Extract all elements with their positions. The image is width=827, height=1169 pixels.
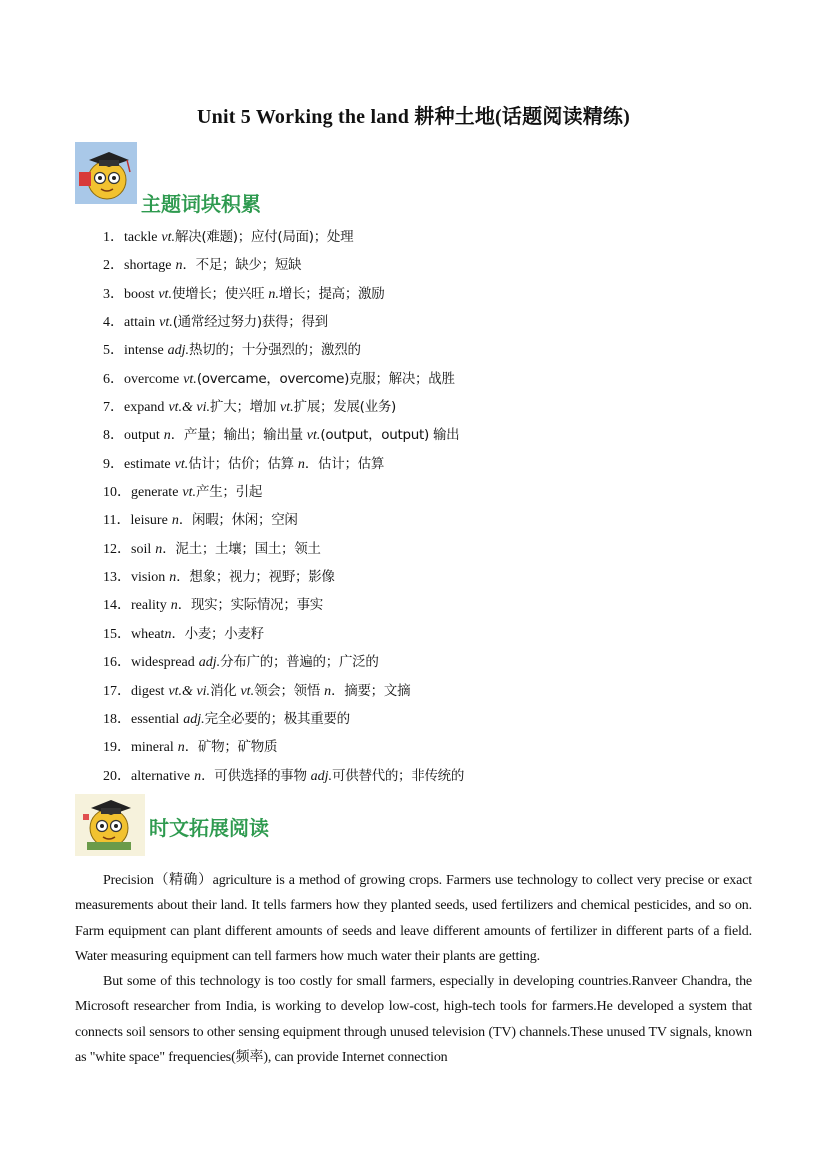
vocab-item: 16．widespread adj.分布广的；普遍的；广泛的: [103, 654, 379, 671]
vocab-item: 11．leisure n．闲暇；休闲；空闲: [103, 512, 298, 529]
vocab-item: 4．attain vt.(通常经过努力)获得；得到: [103, 314, 328, 331]
vocab-item: 18．essential adj.完全必要的；极其重要的: [103, 710, 350, 727]
reading-paragraph: But some of this technology is too costly for small farmers, especially in developing countries.Ranveer Chandra, the Microsoft researcher from India, is working to develop low-cost, high-tech tools for farmers.He developed a system that connects soil sensors to other sensing equipment through unused television (TV) channels.These unused TV signals, known as "white space" frequencies(频率), can provide Internet connection: [75, 974, 752, 1066]
vocab-item: 17．digest vt.& vi.消化 vt.领会；领悟 n．摘要；文摘: [103, 682, 411, 699]
vocab-item: 20．alternative n．可供选择的事物 adj.可供替代的；非传统的: [103, 767, 465, 784]
page-title: Unit 5 Working the land 耕种土地(话题阅读精练): [197, 106, 630, 128]
vocab-item: 10．generate vt.产生；引起: [103, 484, 263, 501]
reading-passage: [75, 868, 752, 1070]
reading-paragraph: Precision（精确）agriculture is a method of growing crops. Farmers use technology to collect very precise or exact measurements about their land. It tells farmers how they planted seeds, used fertilizers and chemical pesticides, and so on. Farm equipment can plant different amounts of seeds and leave different amounts of fertilizer in different parts of a field. Water measuring equipment can tell farmers how much water their plants are getting.: [75, 873, 752, 964]
vocab-item: 3．boost vt.使增长；使兴旺 n.增长；提高；激励: [103, 285, 385, 302]
vocab-item: 9．estimate vt.估计；估价；估算 n．估计；估算: [103, 455, 385, 472]
vocab-list: [103, 227, 783, 794]
vocab-item: 5．intense adj.热切的；十分强烈的；激烈的: [103, 342, 361, 359]
vocab-item: 8．output n．产量；输出；输出量 vt.(output，output) 输出: [103, 427, 460, 444]
vocab-item: 12．soil n．泥土；土壤；国土；领土: [103, 540, 321, 557]
vocab-item: 13．vision n．想象；视力；视野；影像: [103, 569, 335, 586]
vocab-item: 6．overcome vt.(overcame，overcome)克服；解决；战胜: [103, 370, 455, 387]
vocab-item: 19．mineral n．矿物；矿物质: [103, 739, 278, 756]
vocab-item: 14．reality n．现实；实际情况；事实: [103, 597, 323, 614]
reading-section-header: [75, 794, 475, 858]
reading-section-title: 时文拓展阅读: [149, 816, 269, 840]
vocab-item: 1．tackle vt.解决(难题)；应付(局面)；处理: [103, 229, 354, 245]
scholar-mascot-icon: [75, 794, 145, 856]
vocab-item: 2．shortage n．不足；缺少；短缺: [103, 257, 302, 274]
vocab-section-title: 主题词块积累: [141, 192, 261, 216]
vocab-item: 7．expand vt.& vi.扩大；增加 vt.扩展；发展(业务): [103, 399, 396, 416]
scholar-mascot-icon: [75, 142, 137, 204]
vocab-item: 15．wheatn．小麦；小麦籽: [103, 625, 264, 642]
vocab-section-header: [75, 142, 475, 216]
